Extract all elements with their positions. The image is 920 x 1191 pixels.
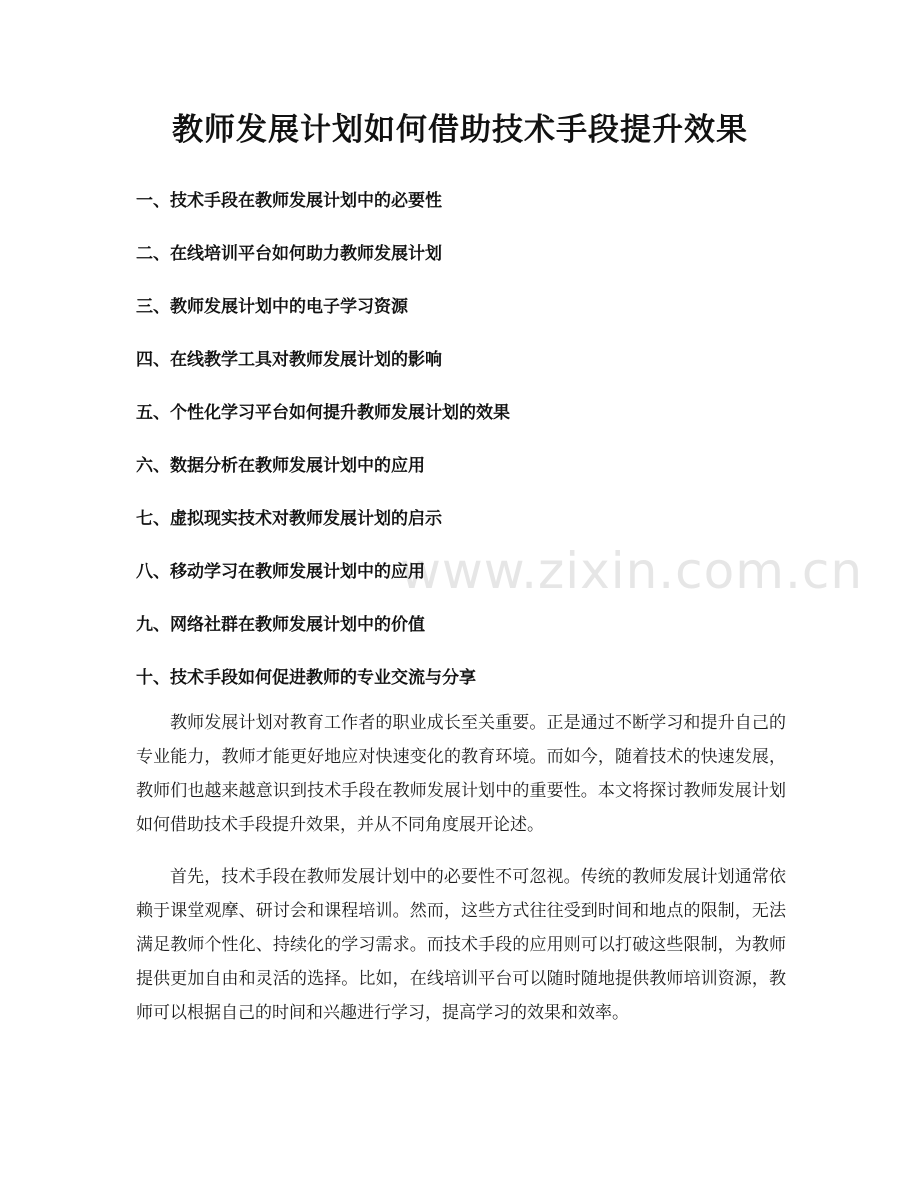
toc-item: 一、技术手段在教师发展计划中的必要性 bbox=[136, 191, 442, 211]
toc-item: 三、教师发展计划中的电子学习资源 bbox=[136, 297, 408, 317]
paragraph: 首先，技术手段在教师发展计划中的必要性不可忽视。传统的教师发展计划通常依赖于课堂观摩、研讨会和课程培训。然而，这些方式往往受到时间和地点的限制，无法满足教师个性化、持续化的学习需求。而技术手段的应用则可以打破这些限制，为教师提供更加自由和灵活的选择。比如，在线培训平台可以随时随地提供教师培训资源，教师可以根据自己的时间和兴趣进行学习，提高学习的效果和效率。 bbox=[136, 867, 786, 1023]
body-text bbox=[136, 706, 786, 1048]
table-of-contents bbox=[136, 183, 510, 713]
toc-item: 四、在线教学工具对教师发展计划的影响 bbox=[136, 350, 442, 370]
toc-item: 十、技术手段如何促进教师的专业交流与分享 bbox=[136, 668, 476, 688]
toc-item: 六、数据分析在教师发展计划中的应用 bbox=[136, 456, 425, 476]
watermark: www.zixin.com.cn bbox=[400, 542, 864, 600]
toc-item: 五、个性化学习平台如何提升教师发展计划的效果 bbox=[136, 403, 510, 423]
document-title: 教师发展计划如何借助技术手段提升效果 bbox=[172, 112, 748, 148]
toc-item: 七、虚拟现实技术对教师发展计划的启示 bbox=[136, 509, 442, 529]
paragraph: 教师发展计划对教育工作者的职业成长至关重要。正是通过不断学习和提升自己的专业能力，教师才能更好地应对快速变化的教育环境。而如今，随着技术的快速发展，教师们也越来越意识到技术手段在教师发展计划中的重要性。本文将探讨教师发展计划如何借助技术手段提升效果，并从不同角度展开论述。 bbox=[136, 713, 786, 835]
toc-item: 八、移动学习在教师发展计划中的应用 bbox=[136, 562, 425, 582]
toc-item: 九、网络社群在教师发展计划中的价值 bbox=[136, 615, 425, 635]
toc-item: 二、在线培训平台如何助力教师发展计划 bbox=[136, 244, 442, 264]
